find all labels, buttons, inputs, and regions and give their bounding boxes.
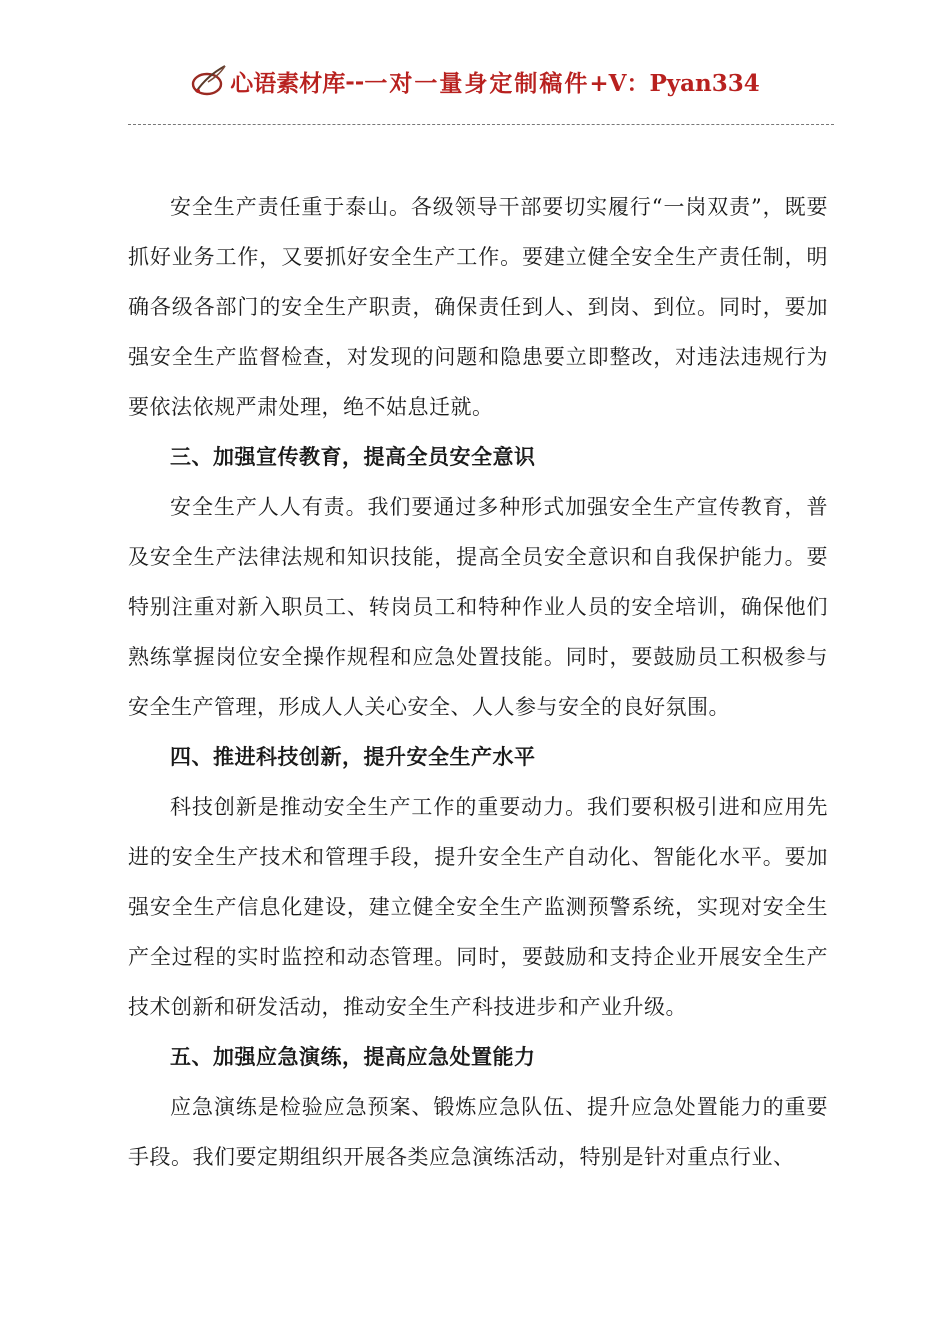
- brand-slogan: 一对一量身定制稿件: [364, 69, 590, 97]
- paragraph-emergency-drill: 应急演练是检验应急预案、锻炼应急队伍、提升应急处置能力的重要手段。我们要定期组织开展各类应急演练活动，特别是针对重点行业、: [128, 1095, 828, 1169]
- paragraph-innovation: 科技创新是推动安全生产工作的重要动力。我们要积极引进和应用先进的安全生产技术和管理手段，提升安全生产自动化、智能化水平。要加强安全生产信息化建设，建立健全安全生产监测预警系统，实现对安全生产全过程的实时监控和动态管理。同时，要鼓励和支持企业开展安全生产技术创新和研发活动，推动安全生产科技进步和产业升级。: [128, 795, 828, 1019]
- paragraph-responsibility: 安全生产责任重于泰山。各级领导干部要切实履行“一岗双责”，既要抓好业务工作，又要抓好安全生产工作。要建立健全安全生产责任制，明确各级各部门的安全生产职责，确保责任到人、到岗、到位。同时，要加强安全生产监督检查，对发现的问题和隐患要立即整改，对违法违规行为要依法依规严肃处理，绝不姑息迁就。: [128, 195, 828, 419]
- contact-info: +V：Pyan334: [589, 69, 760, 97]
- heading-section-5: 五、加强应急演练，提高应急处置能力: [170, 1044, 536, 1069]
- brand-name: 心语素材库: [230, 69, 346, 97]
- paragraph-education: 安全生产人人有责。我们要通过多种形式加强安全生产宣传教育，普及安全生产法律法规和知识技能，提高全员安全意识和自我保护能力。要特别注重对新入职员工、转岗员工和特种作业人员的安全培训，确保他们熟练掌握岗位安全操作规程和应急处置技能。同时，要鼓励员工积极参与安全生产管理，形成人人关心安全、人人参与安全的良好氛围。: [128, 495, 828, 719]
- document-body: [128, 182, 828, 1182]
- page-header: [0, 62, 950, 102]
- quill-logo-icon: [190, 62, 228, 100]
- heading-section-3: 三、加强宣传教育，提高全员安全意识: [170, 444, 536, 469]
- header-divider: [128, 124, 834, 125]
- brand-separator: --: [345, 67, 365, 95]
- heading-section-4: 四、推进科技创新，提升安全生产水平: [170, 744, 536, 769]
